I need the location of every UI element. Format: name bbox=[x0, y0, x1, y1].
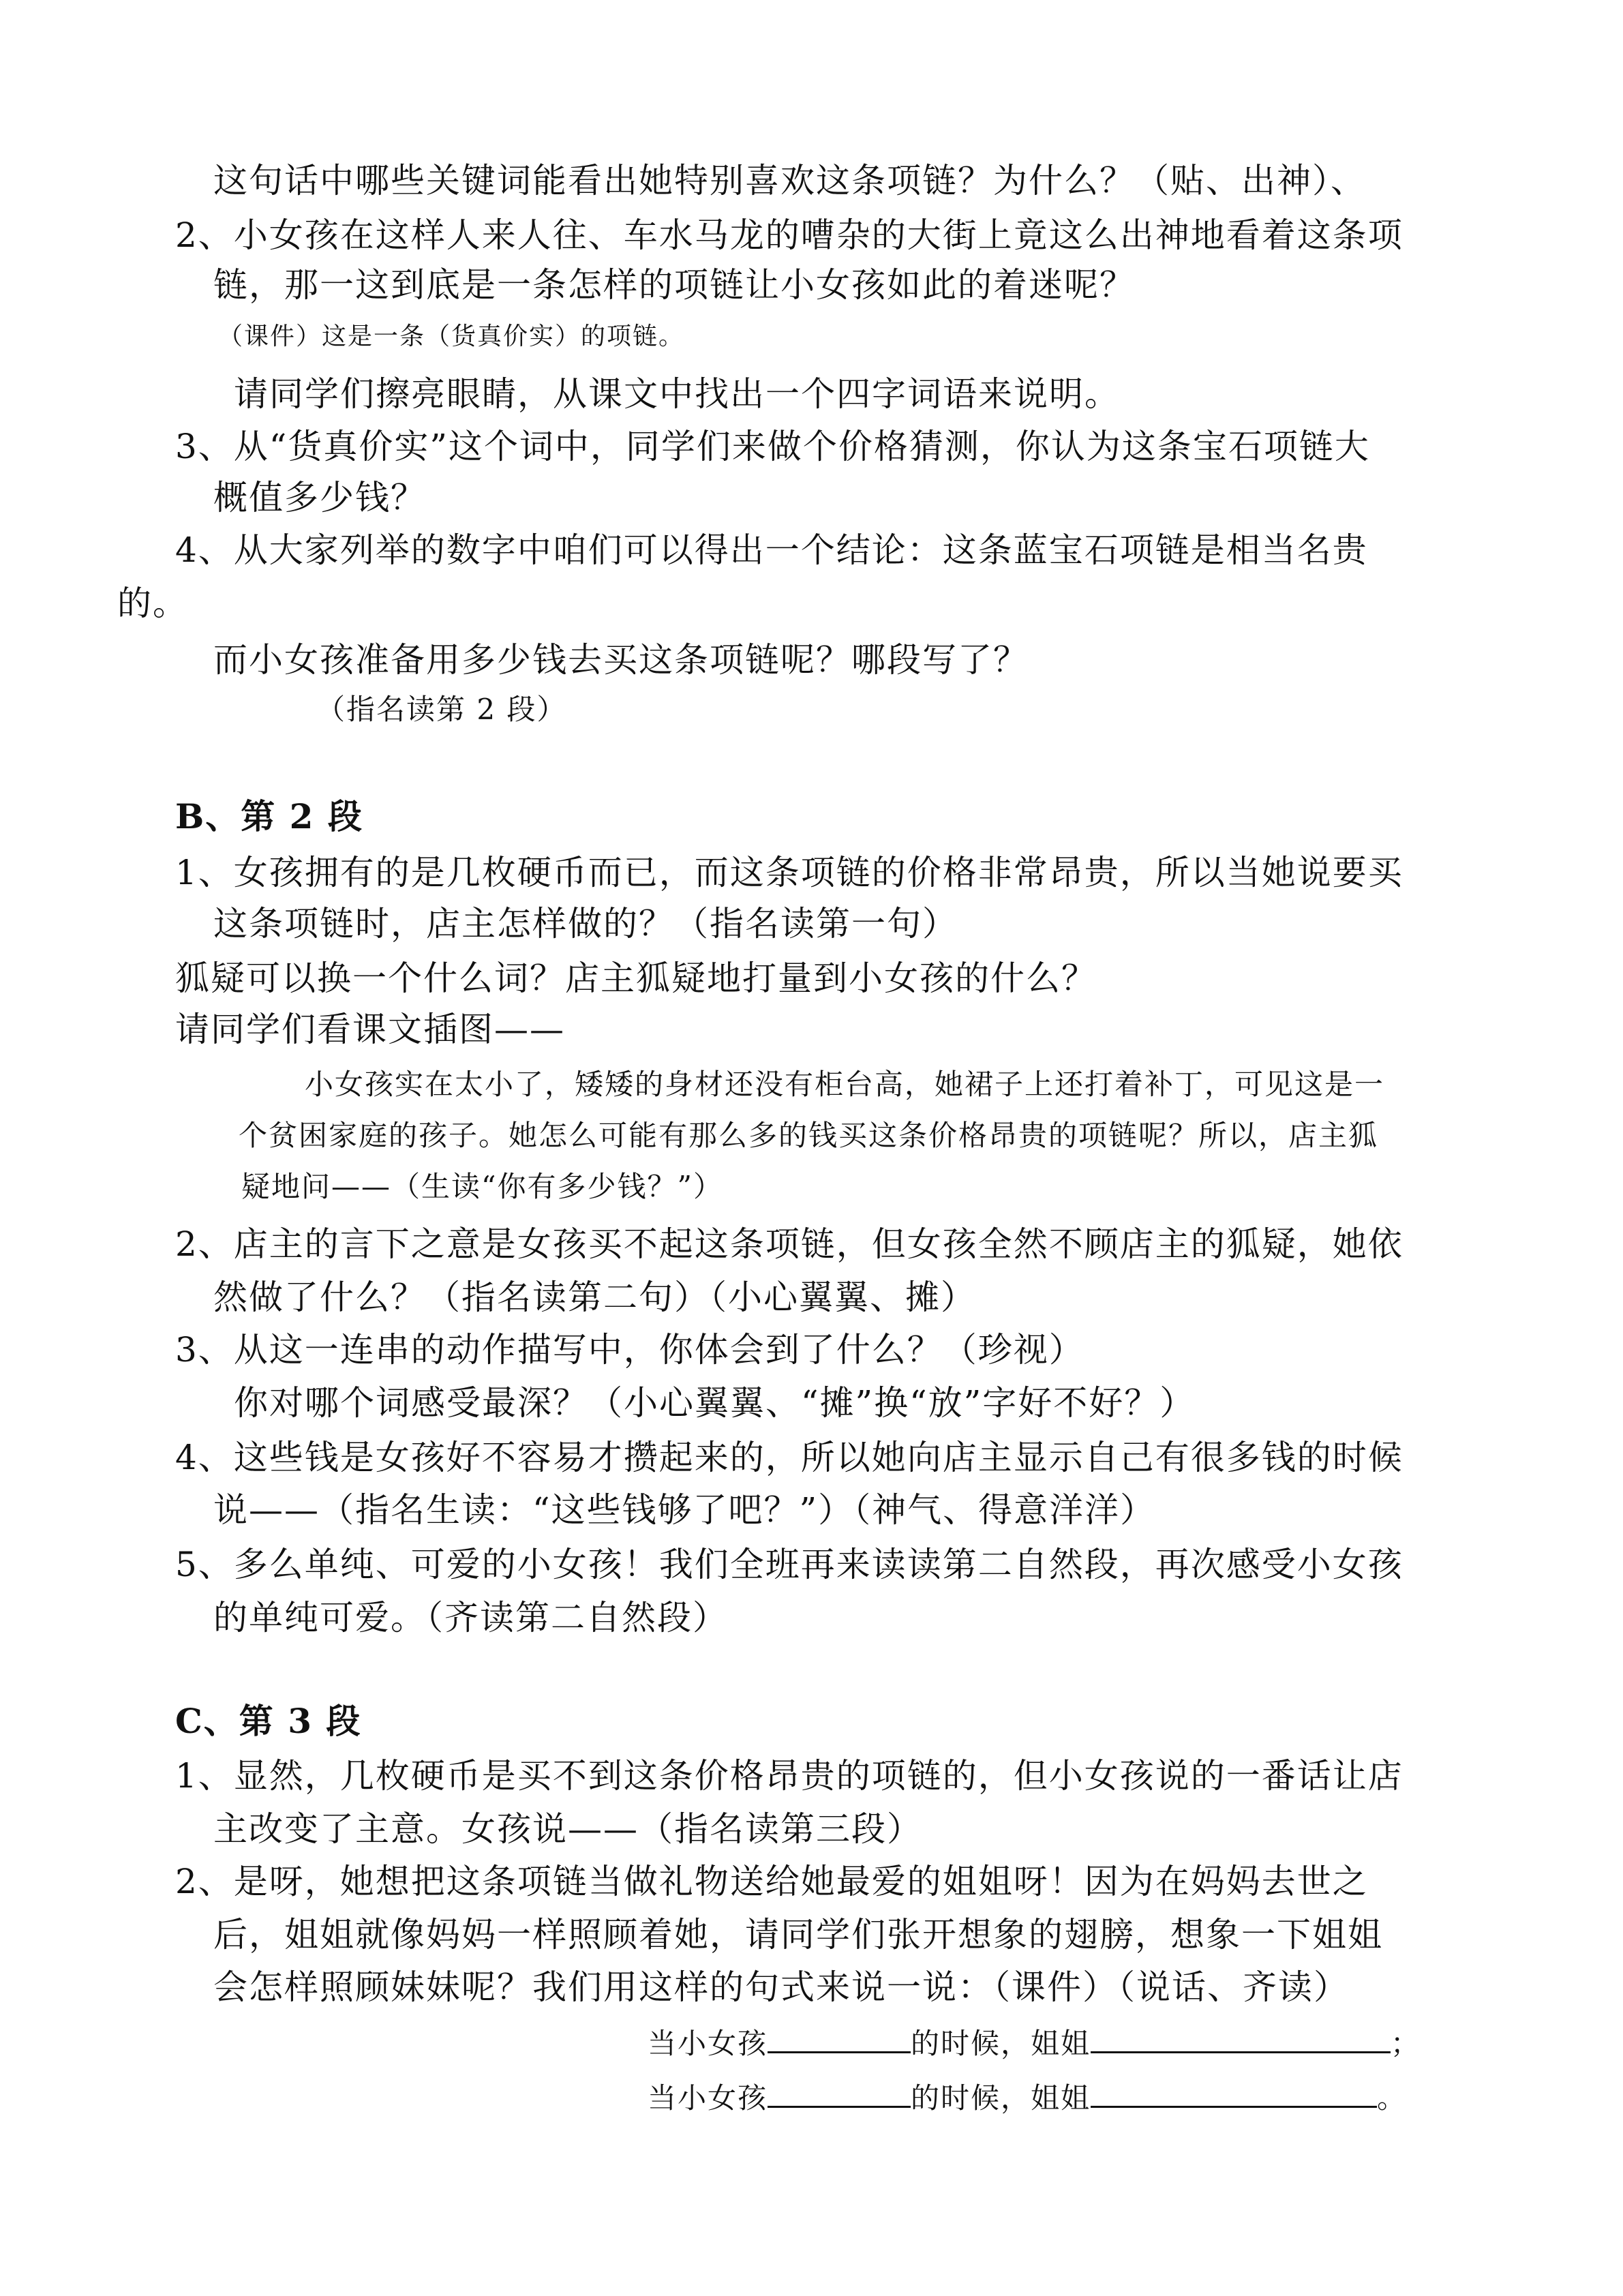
pattern-1-middle: 的时候，姐姐 bbox=[911, 2027, 1091, 2060]
sectionB-item-5-line-2: 的单纯可爱。（齐读第二自然段） bbox=[213, 1598, 728, 1637]
sectionA-instruction: 请同学们擦亮眼睛，从课文中找出一个四字词语来说明。 bbox=[234, 374, 1120, 414]
sectionA-item-2-line-1: 2、小女孩在这样人来人往、车水马龙的嘈杂的大街上竟这么出神地看着这条项 bbox=[175, 215, 1404, 255]
sentence-pattern-2 bbox=[648, 2076, 1407, 2117]
sectionB-item-5-line-1: 5、多么单纯、可爱的小女孩！我们全班再来读读第二自然段，再次感受小女孩 bbox=[175, 1545, 1404, 1584]
sectionB-item-2-line-1: 2、店主的言下之意是女孩买不起这条项链，但女孩全然不顾店主的狐疑，她依 bbox=[175, 1224, 1404, 1264]
sectionA-read-note: （指名读第 2 段） bbox=[316, 693, 567, 726]
sectionA-item-2-line-2: 链，那一这到底是一条怎样的项链让小女孩如此的着迷呢？ bbox=[213, 265, 1135, 305]
pattern-2-middle: 的时候，姐姐 bbox=[911, 2081, 1091, 2115]
sectionB-item-1-line-1: 1、女孩拥有的是几枚硬币而已，而这条项链的价格非常昂贵，所以当她说要买 bbox=[175, 853, 1404, 892]
sectionA-item-3-line-1: 3、从“货真价实”这个词中，同学们来做个价格猜测，你认为这条宝石项链大 bbox=[175, 427, 1370, 466]
sectionC-item-1-line-2: 主改变了主意。女孩说——（指名读第三段） bbox=[213, 1809, 922, 1849]
sectionB-paragraph-line-2: 个贫困家庭的孩子。她怎么可能有那么多的钱买这条价格昂贵的项链呢？所以，店主狐 bbox=[239, 1119, 1379, 1152]
sectionC-item-1-line-1: 1、显然，几枚硬币是买不到这条价格昂贵的项链的，但小女孩说的一番话让店 bbox=[175, 1756, 1404, 1796]
sectionB-item-4-line-2: 说——（指名生读：“这些钱够了吧？”）（神气、得意洋洋） bbox=[213, 1490, 1156, 1530]
pattern-1-blank-2 bbox=[1091, 2028, 1391, 2053]
sectionB-item-2-line-2: 然做了什么？（指名读第二句）（小心翼翼、摊） bbox=[213, 1278, 976, 1317]
sectionB-paragraph-line-3: 疑地问——（生读“你有多少钱？”） bbox=[241, 1170, 723, 1203]
sectionC-heading: C、第 3 段 bbox=[175, 1701, 362, 1741]
sectionA-line-1: 这句话中哪些关键词能看出她特别喜欢这条项链？为什么？（贴、出神）、 bbox=[213, 161, 1366, 200]
sectionA-item-3-line-2: 概值多少钱？ bbox=[213, 478, 426, 517]
sectionA-question: 而小女孩准备用多少钱去买这条项链呢？哪段写了？ bbox=[213, 640, 1029, 680]
sectionB-question-2: 请同学们看课文插图—— bbox=[175, 1010, 565, 1049]
sectionB-heading: B、第 2 段 bbox=[175, 796, 363, 836]
sectionA-item-4-line-2: 的。 bbox=[117, 584, 188, 623]
pattern-1-blank-1 bbox=[768, 2028, 911, 2053]
pattern-2-blank-1 bbox=[768, 2083, 911, 2108]
sectionB-paragraph-line-1: 小女孩实在太小了，矮矮的身材还没有柜台高，她裙子上还打着补丁，可见这是一 bbox=[305, 1068, 1385, 1101]
sectionA-courseware-note: （课件）这是一条（货真价实）的项链。 bbox=[218, 322, 685, 350]
pattern-1-end: ； bbox=[1391, 2027, 1421, 2060]
sectionC-item-2-line-3: 会怎样照顾妹妹呢？我们用这样的句式来说一说：（课件）（说话、齐读） bbox=[213, 1967, 1349, 2007]
sectionC-item-2-line-1: 2、是呀，她想把这条项链当做礼物送给她最爱的姐姐呀！因为在妈妈去世之 bbox=[175, 1862, 1368, 1901]
pattern-2-prefix: 当小女孩 bbox=[648, 2081, 768, 2115]
pattern-2-end: 。 bbox=[1377, 2081, 1408, 2115]
sectionB-item-3-line-2: 你对哪个词感受最深？（小心翼翼、“摊”换“放”字好不好？） bbox=[234, 1383, 1196, 1423]
sectionC-item-2-line-2: 后，姐姐就像妈妈一样照顾着她，请同学们张开想象的翅膀，想象一下姐姐 bbox=[213, 1915, 1383, 1954]
sectionB-item-3-line-1: 3、从这一连串的动作描写中，你体会到了什么？（珍视） bbox=[175, 1330, 1084, 1370]
sectionB-question-1: 狐疑可以换一个什么词？店主狐疑地打量到小女孩的什么？ bbox=[175, 958, 1097, 998]
sectionB-item-1-line-2: 这条项链时，店主怎样做的？（指名读第一句） bbox=[213, 904, 958, 943]
sectionB-item-4-line-1: 4、这些钱是女孩好不容易才攒起来的，所以她向店主显示自己有很多钱的时候 bbox=[175, 1438, 1404, 1477]
pattern-2-blank-2 bbox=[1091, 2083, 1377, 2108]
sentence-pattern-1 bbox=[648, 2021, 1421, 2062]
pattern-1-prefix: 当小女孩 bbox=[648, 2027, 768, 2060]
sectionA-item-4-line-1: 4、从大家列举的数字中咱们可以得出一个结论：这条蓝宝石项链是相当名贵 bbox=[175, 530, 1368, 570]
